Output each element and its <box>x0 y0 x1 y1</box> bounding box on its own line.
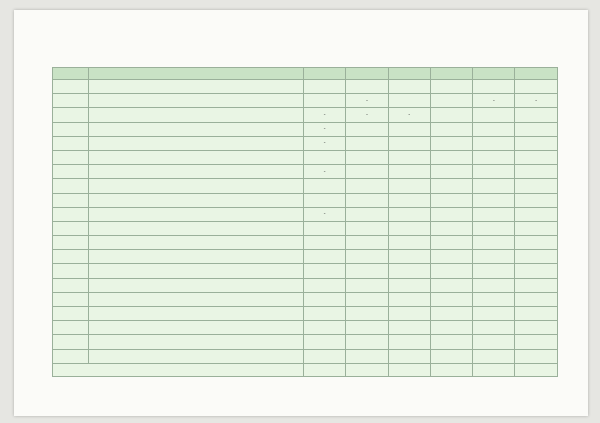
report-period <box>14 44 588 52</box>
row-month-value <box>473 136 515 150</box>
row-item-name <box>89 150 304 164</box>
header-item <box>89 68 304 80</box>
row-month-value <box>388 307 430 321</box>
row-month-value <box>346 179 388 193</box>
row-month-value <box>304 264 346 278</box>
row-month-value <box>304 179 346 193</box>
row-month-value <box>346 250 388 264</box>
row-month-value <box>388 207 430 221</box>
row-month-value <box>304 236 346 250</box>
row-number <box>53 165 89 179</box>
row-month-value <box>473 179 515 193</box>
row-month-value <box>346 136 388 150</box>
row-item-name <box>89 193 304 207</box>
row-number <box>53 250 89 264</box>
row-month-value <box>304 94 346 108</box>
row-month-value <box>473 278 515 292</box>
row-month-value <box>515 264 557 278</box>
table-row <box>53 193 558 207</box>
row-item-name <box>89 108 304 122</box>
row-item-name <box>89 207 304 221</box>
total-value <box>430 363 472 376</box>
row-month-value <box>388 292 430 306</box>
row-month-value <box>430 150 472 164</box>
row-month-value <box>515 150 557 164</box>
row-month-value <box>346 150 388 164</box>
table-row <box>53 136 558 150</box>
row-month-value <box>473 349 515 363</box>
total-value <box>388 363 430 376</box>
report-title <box>14 26 588 34</box>
row-month-value <box>388 321 430 335</box>
row-number <box>53 307 89 321</box>
row-month-value <box>430 136 472 150</box>
row-month-value: - <box>304 136 346 150</box>
row-month-value <box>304 278 346 292</box>
row-month-value <box>430 108 472 122</box>
total-row <box>53 363 558 376</box>
row-item-name <box>89 122 304 136</box>
row-month-value <box>515 136 557 150</box>
table-row <box>53 335 558 349</box>
total-value <box>346 363 388 376</box>
row-month-value <box>430 236 472 250</box>
total-value <box>473 363 515 376</box>
table-row <box>53 221 558 235</box>
row-month-value <box>515 179 557 193</box>
row-item-name <box>89 179 304 193</box>
row-month-value <box>473 207 515 221</box>
table-row <box>53 349 558 363</box>
row-month-value <box>473 250 515 264</box>
row-number <box>53 179 89 193</box>
row-month-value <box>388 193 430 207</box>
row-number <box>53 94 89 108</box>
row-month-value <box>515 321 557 335</box>
row-month-value <box>515 207 557 221</box>
table-row <box>53 307 558 321</box>
row-month-value <box>346 264 388 278</box>
row-month-value <box>430 278 472 292</box>
row-month-value: - <box>515 94 557 108</box>
row-number <box>53 108 89 122</box>
total-value <box>304 363 346 376</box>
row-month-value <box>430 321 472 335</box>
row-month-value <box>346 349 388 363</box>
row-month-value <box>346 236 388 250</box>
row-month-value <box>473 122 515 136</box>
header-month-4 <box>430 68 472 80</box>
row-month-value: - <box>346 108 388 122</box>
row-month-value <box>473 307 515 321</box>
row-month-value <box>304 307 346 321</box>
row-item-name <box>89 335 304 349</box>
row-item-name <box>89 250 304 264</box>
header-month-5 <box>473 68 515 80</box>
row-month-value <box>304 349 346 363</box>
table-header-row <box>53 68 558 80</box>
row-month-value <box>304 80 346 94</box>
row-month-value <box>430 250 472 264</box>
row-month-value <box>430 264 472 278</box>
row-month-value <box>515 236 557 250</box>
row-month-value <box>430 179 472 193</box>
row-month-value <box>388 335 430 349</box>
row-number <box>53 264 89 278</box>
row-month-value: - <box>388 108 430 122</box>
row-month-value <box>515 307 557 321</box>
row-month-value <box>346 80 388 94</box>
row-month-value: - <box>304 207 346 221</box>
row-month-value <box>346 122 388 136</box>
table-row <box>53 321 558 335</box>
row-month-value <box>388 264 430 278</box>
table-row <box>53 278 558 292</box>
row-month-value <box>388 250 430 264</box>
row-month-value <box>430 349 472 363</box>
row-month-value <box>515 292 557 306</box>
row-month-value: - <box>304 122 346 136</box>
row-month-value <box>346 165 388 179</box>
row-month-value <box>515 165 557 179</box>
row-item-name <box>89 236 304 250</box>
row-number <box>53 292 89 306</box>
organization-name <box>14 35 588 43</box>
row-number <box>53 122 89 136</box>
table-row <box>53 150 558 164</box>
row-item-name <box>89 94 304 108</box>
row-month-value <box>515 221 557 235</box>
row-month-value: - <box>346 94 388 108</box>
row-month-value <box>388 122 430 136</box>
row-month-value <box>515 278 557 292</box>
table-row <box>53 236 558 250</box>
row-month-value <box>473 292 515 306</box>
row-month-value <box>346 335 388 349</box>
row-month-value <box>430 193 472 207</box>
service-statistics-table <box>52 67 558 377</box>
row-month-value <box>388 221 430 235</box>
row-month-value <box>515 250 557 264</box>
row-item-name <box>89 349 304 363</box>
row-month-value <box>346 278 388 292</box>
row-month-value <box>388 165 430 179</box>
row-month-value <box>473 80 515 94</box>
row-month-value <box>515 122 557 136</box>
row-month-value: - <box>473 94 515 108</box>
table-row <box>53 264 558 278</box>
row-month-value <box>388 94 430 108</box>
header-no <box>53 68 89 80</box>
row-month-value <box>473 236 515 250</box>
row-month-value <box>430 207 472 221</box>
row-month-value <box>304 221 346 235</box>
row-number <box>53 221 89 235</box>
row-month-value <box>346 307 388 321</box>
row-number <box>53 236 89 250</box>
row-item-name <box>89 221 304 235</box>
row-month-value <box>430 122 472 136</box>
row-month-value <box>304 335 346 349</box>
row-month-value <box>473 193 515 207</box>
table-row <box>53 94 558 108</box>
row-number <box>53 321 89 335</box>
row-month-value <box>473 165 515 179</box>
document-page <box>14 10 588 416</box>
table-row <box>53 122 558 136</box>
row-month-value <box>430 292 472 306</box>
header-month-3 <box>388 68 430 80</box>
table-row <box>53 292 558 306</box>
row-month-value <box>388 179 430 193</box>
row-month-value <box>430 165 472 179</box>
row-month-value <box>388 236 430 250</box>
row-number <box>53 349 89 363</box>
row-item-name <box>89 278 304 292</box>
row-number <box>53 136 89 150</box>
row-item-name <box>89 307 304 321</box>
total-label <box>53 363 304 376</box>
header-month-1 <box>304 68 346 80</box>
row-item-name <box>89 321 304 335</box>
row-month-value <box>430 307 472 321</box>
row-item-name <box>89 264 304 278</box>
row-month-value <box>473 335 515 349</box>
row-number <box>53 278 89 292</box>
row-item-name <box>89 80 304 94</box>
row-month-value: - <box>304 165 346 179</box>
header-month-2 <box>346 68 388 80</box>
row-month-value <box>473 221 515 235</box>
row-month-value <box>388 150 430 164</box>
row-month-value <box>515 335 557 349</box>
row-number <box>53 207 89 221</box>
row-month-value <box>388 278 430 292</box>
row-month-value <box>346 207 388 221</box>
row-number <box>53 335 89 349</box>
table-row <box>53 108 558 122</box>
row-month-value <box>430 221 472 235</box>
row-month-value <box>515 349 557 363</box>
row-month-value <box>515 193 557 207</box>
row-month-value <box>304 250 346 264</box>
row-month-value <box>346 221 388 235</box>
row-month-value <box>473 150 515 164</box>
row-month-value: - <box>304 108 346 122</box>
row-month-value <box>388 136 430 150</box>
table-row <box>53 179 558 193</box>
row-month-value <box>515 80 557 94</box>
row-month-value <box>304 321 346 335</box>
table-row <box>53 250 558 264</box>
row-number <box>53 150 89 164</box>
table-row <box>53 165 558 179</box>
row-month-value <box>388 349 430 363</box>
table-row <box>53 207 558 221</box>
row-month-value <box>346 193 388 207</box>
row-number <box>53 193 89 207</box>
row-item-name <box>89 292 304 306</box>
row-number <box>53 80 89 94</box>
table-row <box>53 80 558 94</box>
row-month-value <box>473 108 515 122</box>
row-month-value <box>473 264 515 278</box>
row-month-value <box>304 150 346 164</box>
row-month-value <box>430 335 472 349</box>
total-value <box>515 363 557 376</box>
row-item-name <box>89 136 304 150</box>
row-month-value <box>304 292 346 306</box>
row-month-value <box>430 94 472 108</box>
row-month-value <box>515 108 557 122</box>
row-item-name <box>89 165 304 179</box>
row-month-value <box>346 292 388 306</box>
row-month-value <box>304 193 346 207</box>
row-month-value <box>346 321 388 335</box>
header-month-6 <box>515 68 557 80</box>
row-month-value <box>473 321 515 335</box>
row-month-value <box>388 80 430 94</box>
table-body <box>53 80 558 364</box>
row-month-value <box>430 80 472 94</box>
